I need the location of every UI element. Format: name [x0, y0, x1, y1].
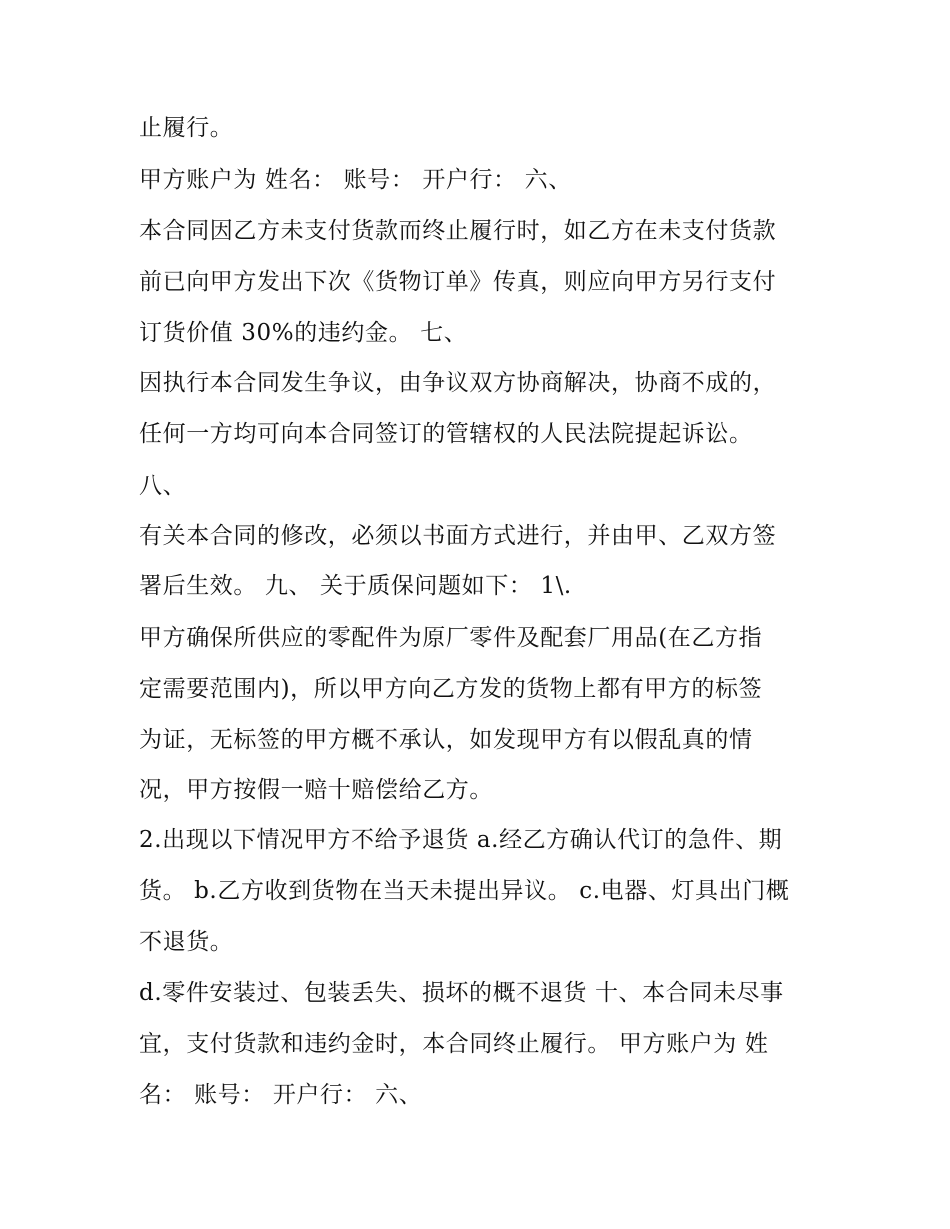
text-line: 订货价值 30%的违约金。 七、 [139, 320, 468, 346]
text-line: 本合同因乙方未支付货款而终止履行时，如乙方在未支付货款 [139, 218, 777, 244]
text-line: 甲方确保所供应的零配件为原厂零件及配套厂用品(在乙方指 [139, 625, 763, 651]
text-line: 任何一方均可向本合同签订的管辖权的人民法院提起诉讼。 [139, 421, 753, 447]
text-line: 署后生效。 九、 关于质保问题如下： 1\. [139, 573, 572, 599]
text-line: 甲方账户为 姓名： 账号： 开户行： 六、 [139, 167, 572, 193]
text-line: 为证，无标签的甲方概不承认，如发现甲方有以假乱真的情 [139, 727, 753, 753]
text-line: 有关本合同的修改，必须以书面方式进行，并由甲、乙双方签 [139, 523, 777, 549]
text-line: 名： 账号： 开户行： 六、 [139, 1082, 423, 1108]
text-line: 不退货。 [139, 929, 234, 955]
text-line: 定需要范围内)，所以甲方向乙方发的货物上都有甲方的标签 [139, 676, 763, 702]
text-line: 前已向甲方发出下次《货物订单》传真，则应向甲方另行支付 [139, 269, 777, 295]
text-line: 因执行本合同发生争议，由争议双方协商解决，协商不成的， [139, 370, 777, 396]
text-line: 2.出现以下情况甲方不给予退货 a.经乙方确认代订的急件、期 [139, 827, 783, 853]
text-line: 止履行。 [139, 115, 234, 141]
text-line: d.零件安装过、包装丢失、损坏的概不退货 十、本合同未尽事 [139, 980, 784, 1006]
text-line: 况，甲方按假一赔十赔偿给乙方。 [139, 777, 493, 803]
text-line: 八、 [139, 473, 187, 499]
text-line: 宜，支付货款和违约金时，本合同终止履行。 甲方账户为 姓 [139, 1031, 769, 1057]
text-line: 货。 b.乙方收到货物在当天未提出异议。 c.电器、灯具出门概 [139, 878, 790, 904]
